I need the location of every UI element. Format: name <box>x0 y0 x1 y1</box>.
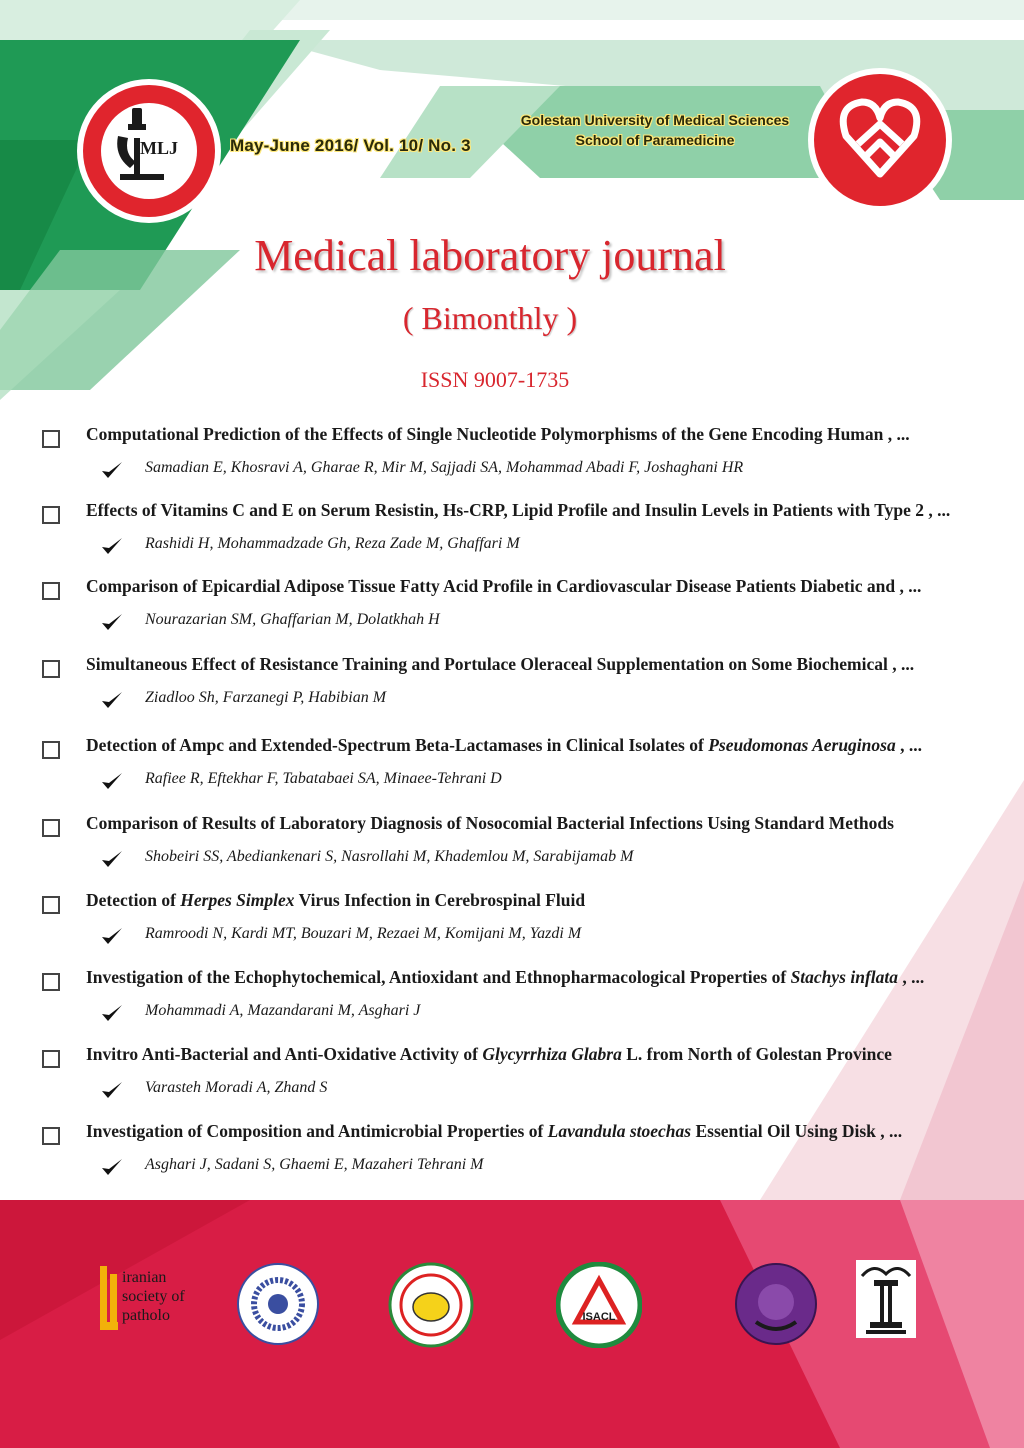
university-name: Golestan University of Medical Sciences <box>520 112 790 128</box>
article-authors: Rafiee R, Eftekhar F, Tabatabaei SA, Minaee-Tehrani D <box>145 770 502 787</box>
article-title: Investigation of Composition and Antimicrobial Properties of Lavandula stoechas Essential Oil Using Disk , ... <box>86 1121 903 1141</box>
checkbox-icon <box>42 1050 60 1068</box>
article-title: Effects of Vitamins C and E on Serum Resistin, Hs-CRP, Lipid Profile and Insulin Levels in Patients with Type 2 , ... <box>86 500 951 520</box>
checkmark-icon <box>100 536 124 556</box>
checkbox-icon <box>42 741 60 759</box>
checkbox-icon <box>42 1127 60 1145</box>
article-item <box>0 890 1024 968</box>
article-title: Invitro Anti-Bacterial and Anti-Oxidative Activity of Glycyrrhiza Glabra L. from North of Golestan Province <box>86 1044 892 1064</box>
title-continuation: , ... <box>924 500 951 520</box>
article-title: Comparison of Epicardial Adipose Tissue Fatty Acid Profile in Cardiovascular Disease Patients Diabetic and , ... <box>86 576 922 596</box>
society-line: patholo <box>122 1307 170 1324</box>
checkbox-icon <box>42 582 60 600</box>
checkbox-icon <box>42 660 60 678</box>
checkbox-icon <box>42 973 60 991</box>
article-item <box>0 967 1024 1045</box>
article-title: Comparison of Results of Laboratory Diagnosis of Nosocomial Bacterial Infections Using Standard Methods <box>86 813 894 833</box>
article-title: Investigation of the Echophytochemical, Antioxidant and Ethnopharmacological Properties of Stachys inflata , ... <box>86 967 925 987</box>
article-title: Computational Prediction of the Effects of Single Nucleotide Polymorphisms of the Gene Encoding Human , ... <box>86 424 910 444</box>
journal-frequency: ( Bimonthly ) <box>402 300 578 336</box>
checkbox-icon <box>42 819 60 837</box>
checkmark-icon <box>100 849 124 869</box>
article-authors: Mohammadi A, Mazandarani M, Asghari J <box>145 1002 421 1019</box>
article-item <box>0 576 1024 654</box>
pathology-society-icon <box>98 1264 120 1332</box>
journal-issn: ISSN 9007-1735 <box>420 367 570 392</box>
article-item <box>0 424 1024 502</box>
checkmark-icon <box>100 690 124 710</box>
article-authors: Shobeiri SS, Abediankenari S, Nasrollahi M, Khademlou M, Sarabijamab M <box>145 848 634 865</box>
university-block <box>505 110 805 150</box>
title-continuation: , ... <box>895 735 922 755</box>
checkmark-icon <box>100 926 124 946</box>
pillar-emblem-logo <box>856 1260 916 1338</box>
article-item <box>0 654 1024 732</box>
article-authors: Ramroodi N, Kardi MT, Bouzari M, Rezaei M, Komijani M, Yazdi M <box>145 925 582 942</box>
checkbox-icon <box>42 430 60 448</box>
laboratory-society-logo <box>388 1262 474 1348</box>
society-line: society of <box>122 1288 185 1305</box>
article-title: Simultaneous Effect of Resistance Training and Portulace Oleraceal Supplementation on Some Biochemical , ... <box>86 654 915 674</box>
mlj-logo-text: MLJ <box>140 138 178 158</box>
mlj-logo <box>74 76 224 226</box>
article-item <box>0 813 1024 891</box>
checkbox-icon <box>42 896 60 914</box>
pathology-society-logo <box>98 1264 118 1332</box>
checkmark-icon <box>100 460 124 480</box>
article-authors: Varasteh Moradi A, Zhand S <box>145 1079 328 1096</box>
checkmark-icon <box>100 1003 124 1023</box>
pathology-society-name <box>122 1268 185 1325</box>
article-title: Detection of Ampc and Extended-Spectrum Beta-Lactamases in Clinical Isolates of Pseudomonas Aeruginosa , ... <box>86 735 922 755</box>
parasitology-society-logo <box>236 1262 320 1346</box>
title-continuation: , ... <box>895 576 922 596</box>
article-item <box>0 1121 1024 1199</box>
title-continuation: , ... <box>887 654 915 674</box>
issue-info: May-June 2016/ Vol. 10/ No. 3 <box>230 136 471 155</box>
checkbox-icon <box>42 506 60 524</box>
checkmark-icon <box>100 612 124 632</box>
checkmark-icon <box>100 1080 124 1100</box>
checkmark-icon <box>100 1157 124 1177</box>
iacl-logo <box>734 1262 818 1346</box>
title-continuation: , ... <box>875 1121 903 1141</box>
article-title: Detection of Herpes Simplex Virus Infection in Cerebrospinal Fluid <box>86 890 586 910</box>
article-authors: Asghari J, Sadani S, Ghaemi E, Mazaheri Tehrani M <box>145 1156 484 1173</box>
title-continuation: , ... <box>883 424 910 444</box>
article-authors: Samadian E, Khosravi A, Gharae R, Mir M, Sajjadi SA, Mohammad Abadi F, Joshaghani HR <box>145 459 744 476</box>
isacl-label: ISACL <box>582 1311 616 1323</box>
article-authors: Ziadloo Sh, Farzanegi P, Habibian M <box>145 689 387 706</box>
article-authors: Rashidi H, Mohammadzade Gh, Reza Zade M, Ghaffari M <box>145 535 520 552</box>
title-continuation: , ... <box>898 967 925 987</box>
society-line: iranian <box>122 1269 167 1286</box>
article-item <box>0 500 1024 578</box>
journal-title: Medical laboratory journal <box>254 231 726 280</box>
school-name: School of Paramedicine <box>575 132 735 148</box>
isacl-logo <box>556 1262 642 1348</box>
article-item <box>0 735 1024 813</box>
article-authors: Nourazarian SM, Ghaffarian M, Dolatkhah H <box>145 611 440 628</box>
checkmark-icon <box>100 771 124 791</box>
golestan-university-logo <box>806 66 954 214</box>
article-item <box>0 1044 1024 1122</box>
